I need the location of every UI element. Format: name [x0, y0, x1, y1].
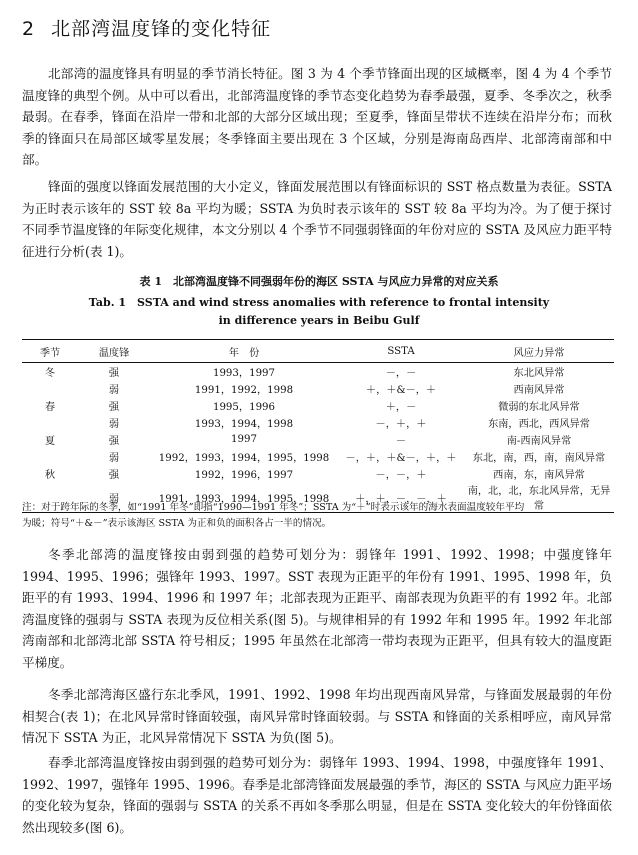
cell-wind: 东北风异常 [513, 368, 565, 379]
cell-front: 强 [108, 368, 120, 379]
cell-season [22, 414, 78, 431]
table-row [22, 414, 614, 431]
paragraph-5: 春季北部湾温度锋按由弱到强的趋势可划分为：弱锋年 1993、1994、1998，中强度锋年 1991、1992、1997，强锋年 1995、1996。春季是北部湾锋面发展最强的季节，海区的 SSTA 与风应力距平场的变化较为复杂，锋面的强弱与 SSTA 的关系不再如冬季那么明显，但是在 SSTA 变化较大的年份锋面依然出现较多(图 6)。 [22, 755, 612, 835]
cell-years: 1993，1994，1998 [194, 419, 294, 430]
cell-ssta: ＋，＋，－，－，＋ [338, 482, 464, 513]
cell-ssta: ＋，－ [385, 402, 417, 413]
cell-ssta: －，－，＋ [375, 470, 427, 481]
cell-ssta: －，－ [385, 368, 417, 379]
table-header-row [22, 340, 614, 363]
cell-front: 弱 [108, 419, 120, 430]
cell-years: 1997 [231, 434, 257, 445]
paragraph-1: 北部湾的温度锋具有明显的季节消长特征。图 3 为 4 个季节锋面出现的区域概率，图 4 为 4 个季节温度锋的典型个例。从中可以看出，北部湾温度锋的季节态变化趋势为春季最强，夏季、冬季次之，秋季最弱。在春季，锋面在沿岸一带和北部的大部分区域出现；至夏季，锋面呈带状不连续在沿岸分布；而秋季的锋面只在局部区域零星发展；冬季锋面主要出现在 3 个区域，分别是海南岛西岸、北部湾南部和中部。 [22, 66, 612, 167]
data-table [22, 339, 614, 513]
header-season: 季节 [22, 340, 78, 363]
cell-wind: 东南，西北，西风异常 [488, 419, 590, 430]
table-note [22, 500, 614, 532]
cell-ssta: －，＋，＋ [375, 419, 427, 430]
cell-front: 弱 [108, 385, 120, 396]
cell-ssta: －，＋，＋&－，＋，＋ [345, 453, 457, 464]
cell-years: 1991，1993，1994，1995，1998 [150, 482, 338, 513]
cell-wind: 微弱的东北风异常 [498, 402, 580, 413]
table-note-line-1: 注：对于跨年际的冬季，如“1991 年冬”即指“1990—1991 年冬”；SSTA 为“＋”时表示该年的海水表面温度较年平均 [22, 502, 525, 513]
cell-front: 强 [108, 402, 120, 413]
cell-wind: 西南，东，南风异常 [493, 470, 585, 481]
header-years: 年 份 [150, 340, 338, 363]
cell-years: 1992，1993，1994，1995，1998 [158, 453, 330, 464]
cell-front: 弱 [108, 453, 120, 464]
cell-season [22, 380, 78, 397]
section-title: 北部湾温度锋的变化特征 [51, 18, 272, 40]
cell-season [22, 448, 78, 465]
header-ssta: SSTA [338, 340, 464, 363]
table-row [22, 431, 614, 448]
cell-years: 1992，1996，1997 [194, 470, 294, 481]
cell-season: 夏 [44, 436, 56, 447]
cell-wind: 西南风异常 [513, 385, 565, 396]
cell-ssta: ＋，＋&－，＋ [365, 385, 437, 396]
table-row [22, 363, 614, 381]
cell-years: 1995，1996 [212, 402, 276, 413]
cell-front: 强 [108, 470, 120, 481]
cell-wind: 南，北，北，东北风异常，无异常 [464, 482, 614, 513]
cell-season: 冬 [44, 368, 56, 379]
header-wind: 风应力异常 [464, 340, 614, 363]
paragraph-3: 冬季北部湾的温度锋按由弱到强的趋势可划分为：弱锋年 1991、1992、1998；中强度锋年 1994、1995、1996；强锋年 1993、1997。SST 表现为正距平的年份有 1991、1995、1998 年，负距平的有 1993、1994、1996 和 1997 年；北部表现为正距平、南部表现为负距平的有 1992 年。北部湾温度锋的强弱与 SSTA 表现为反位相关系(图 5)。与规律相异的有 1992 年和 1995 年。1992 年北部湾南部和北部湾北部 SSTA 符号相反；1995 年虽然在北部湾一带均表现为正距平，但具有较大的温度距平梯度。 [22, 547, 612, 670]
cell-wind: 东北，南，西，南，南风异常 [472, 453, 606, 464]
table-row [22, 397, 614, 414]
cell-front: 弱 [78, 482, 150, 513]
cell-wind: 南-西南风异常 [506, 436, 572, 447]
cell-ssta: － [395, 436, 407, 447]
cell-season: 秋 [44, 470, 56, 481]
paragraph-2: 锋面的强度以锋面发展范围的大小定义，锋面发展范围以有锋面标识的 SST 格点数量为表征。SSTA 为正时表示该年的 SST 较 8a 平均为暖；SSTA 为负时表示该年的 SST 较 8a 平均为冷。为了便于探讨不同季节温度锋的年际变化规律，本文分别以 4 个季节不同强弱锋面的年份对应的 SSTA 及风应力距平特征进行分析(表 1)。 [22, 179, 612, 259]
section-heading [22, 14, 271, 41]
paragraph-4: 冬季北部湾海区盛行东北季风，1991、1992、1998 年均出现西南风异常，与锋面发展最弱的年份相契合(表 1)；在北风异常时锋面较强，南风异常时锋面较弱。与 SSTA 和锋面的关系相呼应，南风异常情况下 SSTA 为正，北风异常情况下 SSTA 为负(图 5)。 [22, 687, 612, 745]
table-row [22, 448, 614, 465]
table-caption-en-2: in difference years in Beibu Gulf [218, 314, 420, 327]
cell-front: 强 [108, 436, 120, 447]
table-row [22, 465, 614, 482]
table-caption-en-1: Tab. 1 SSTA and wind stress anomalies with reference to frontal intensity [88, 296, 550, 309]
table-caption-cn: 表 1 北部湾温度锋不同强弱年份的海区 SSTA 与风应力异常的对应关系 [139, 275, 499, 288]
table-note-line-2: 为暖；符号“＋&－”表示该海区 SSTA 为正和负的面积各占一半的情况。 [22, 518, 332, 529]
table-row [22, 380, 614, 397]
cell-years: 1993，1997 [212, 368, 276, 379]
cell-years: 1991，1992，1998 [194, 385, 294, 396]
cell-season: 春 [44, 402, 56, 413]
header-front: 温度锋 [78, 340, 150, 363]
section-number: 2 [22, 18, 36, 40]
